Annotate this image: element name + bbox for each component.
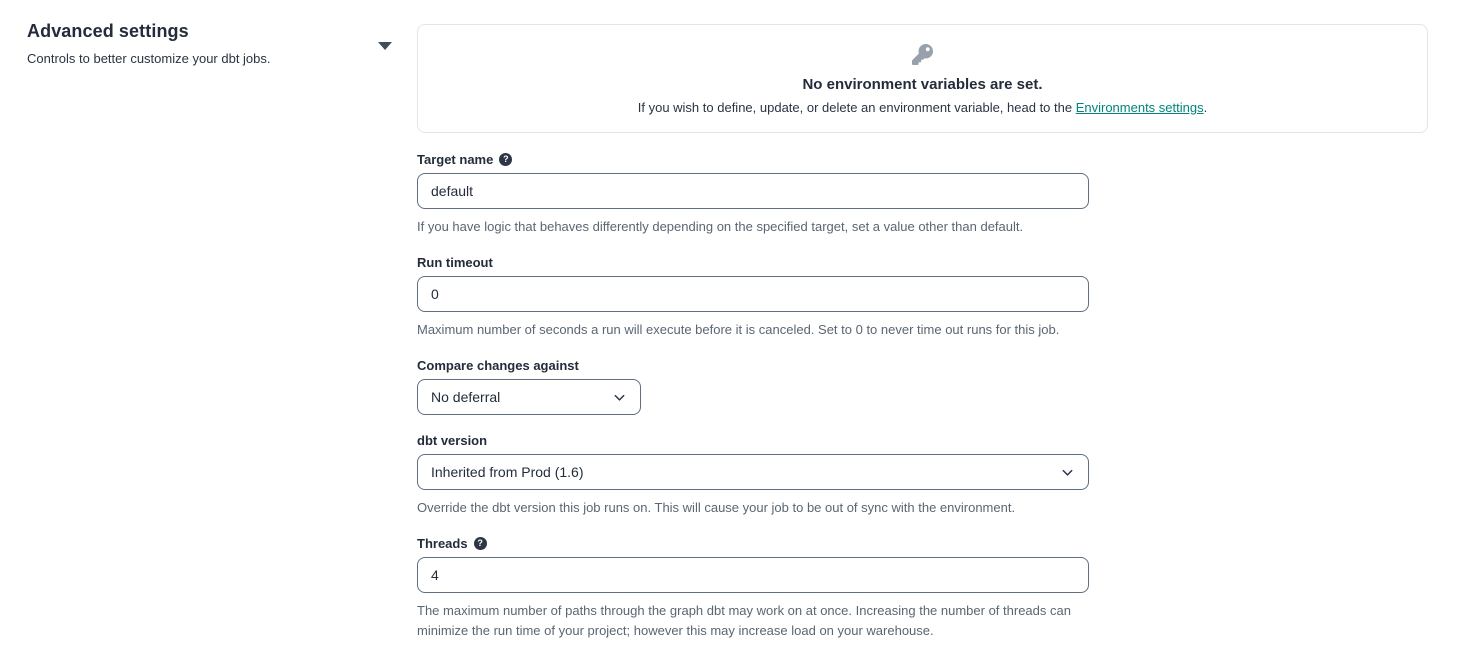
run-timeout-help-text: Maximum number of seconds a run will execute before it is canceled. Set to 0 to never time out runs for this job. <box>417 322 1060 337</box>
compare-changes-select[interactable] <box>417 379 641 415</box>
run-timeout-label: Run timeout <box>417 254 493 270</box>
threads-input[interactable] <box>417 557 1089 593</box>
dbt-version-label: dbt version <box>417 432 488 448</box>
env-message-suffix: . <box>1203 100 1208 115</box>
field-compare-changes <box>417 358 1089 415</box>
field-threads <box>417 536 1089 641</box>
page-title: Advanced settings <box>27 21 189 41</box>
target-name-input[interactable] <box>417 173 1089 209</box>
run-timeout-label-row <box>417 255 1089 269</box>
target-name-help-text: If you have logic that behaves differently depending on the specified target, set a value other than default. <box>417 219 1024 234</box>
target-name-label: Target name <box>417 151 494 167</box>
chevron-down-icon <box>612 390 627 405</box>
compare-changes-label: Compare changes against <box>417 357 579 373</box>
threads-label-row <box>417 536 1089 550</box>
help-icon[interactable]: ? <box>499 153 512 166</box>
collapse-section-toggle[interactable] <box>377 40 393 52</box>
env-message-prefix: If you wish to define, update, or delete an environment variable, head to the <box>637 100 1076 115</box>
env-vars-empty-message <box>418 100 1427 115</box>
key-icon <box>912 44 933 65</box>
env-vars-empty-title: No environment variables are set. <box>802 76 1043 93</box>
dbt-version-help-text: Override the dbt version this job runs on. This will cause your job to be out of sync with the environment. <box>417 500 1016 515</box>
section-header <box>0 0 417 659</box>
page-subtitle: Controls to better customize your dbt jobs. <box>27 51 271 66</box>
chevron-down-icon <box>1060 465 1075 480</box>
compare-changes-label-row <box>417 358 1089 372</box>
field-dbt-version <box>417 433 1089 518</box>
environments-settings-link[interactable]: Environments settings <box>1075 100 1204 115</box>
threads-label: Threads <box>417 535 468 551</box>
threads-help-text: The maximum number of paths through the graph dbt may work on at once. Increasing the number of threads can minimize the run time of your project; however this may increase load on your warehouse. <box>417 603 1071 638</box>
dbt-version-label-row <box>417 433 1089 447</box>
help-icon[interactable]: ? <box>474 537 487 550</box>
field-run-timeout <box>417 255 1089 340</box>
dbt-version-select[interactable] <box>417 454 1089 490</box>
env-vars-empty-card <box>417 24 1428 133</box>
triangle-down-icon <box>378 42 392 50</box>
job-settings-fields <box>417 152 1089 641</box>
compare-changes-selected-value: No deferral <box>431 389 501 405</box>
dbt-version-selected-value: Inherited from Prod (1.6) <box>431 464 584 480</box>
advanced-settings-form-area <box>417 0 1428 659</box>
target-name-label-row <box>417 152 1089 166</box>
field-target-name <box>417 152 1089 237</box>
run-timeout-input[interactable] <box>417 276 1089 312</box>
